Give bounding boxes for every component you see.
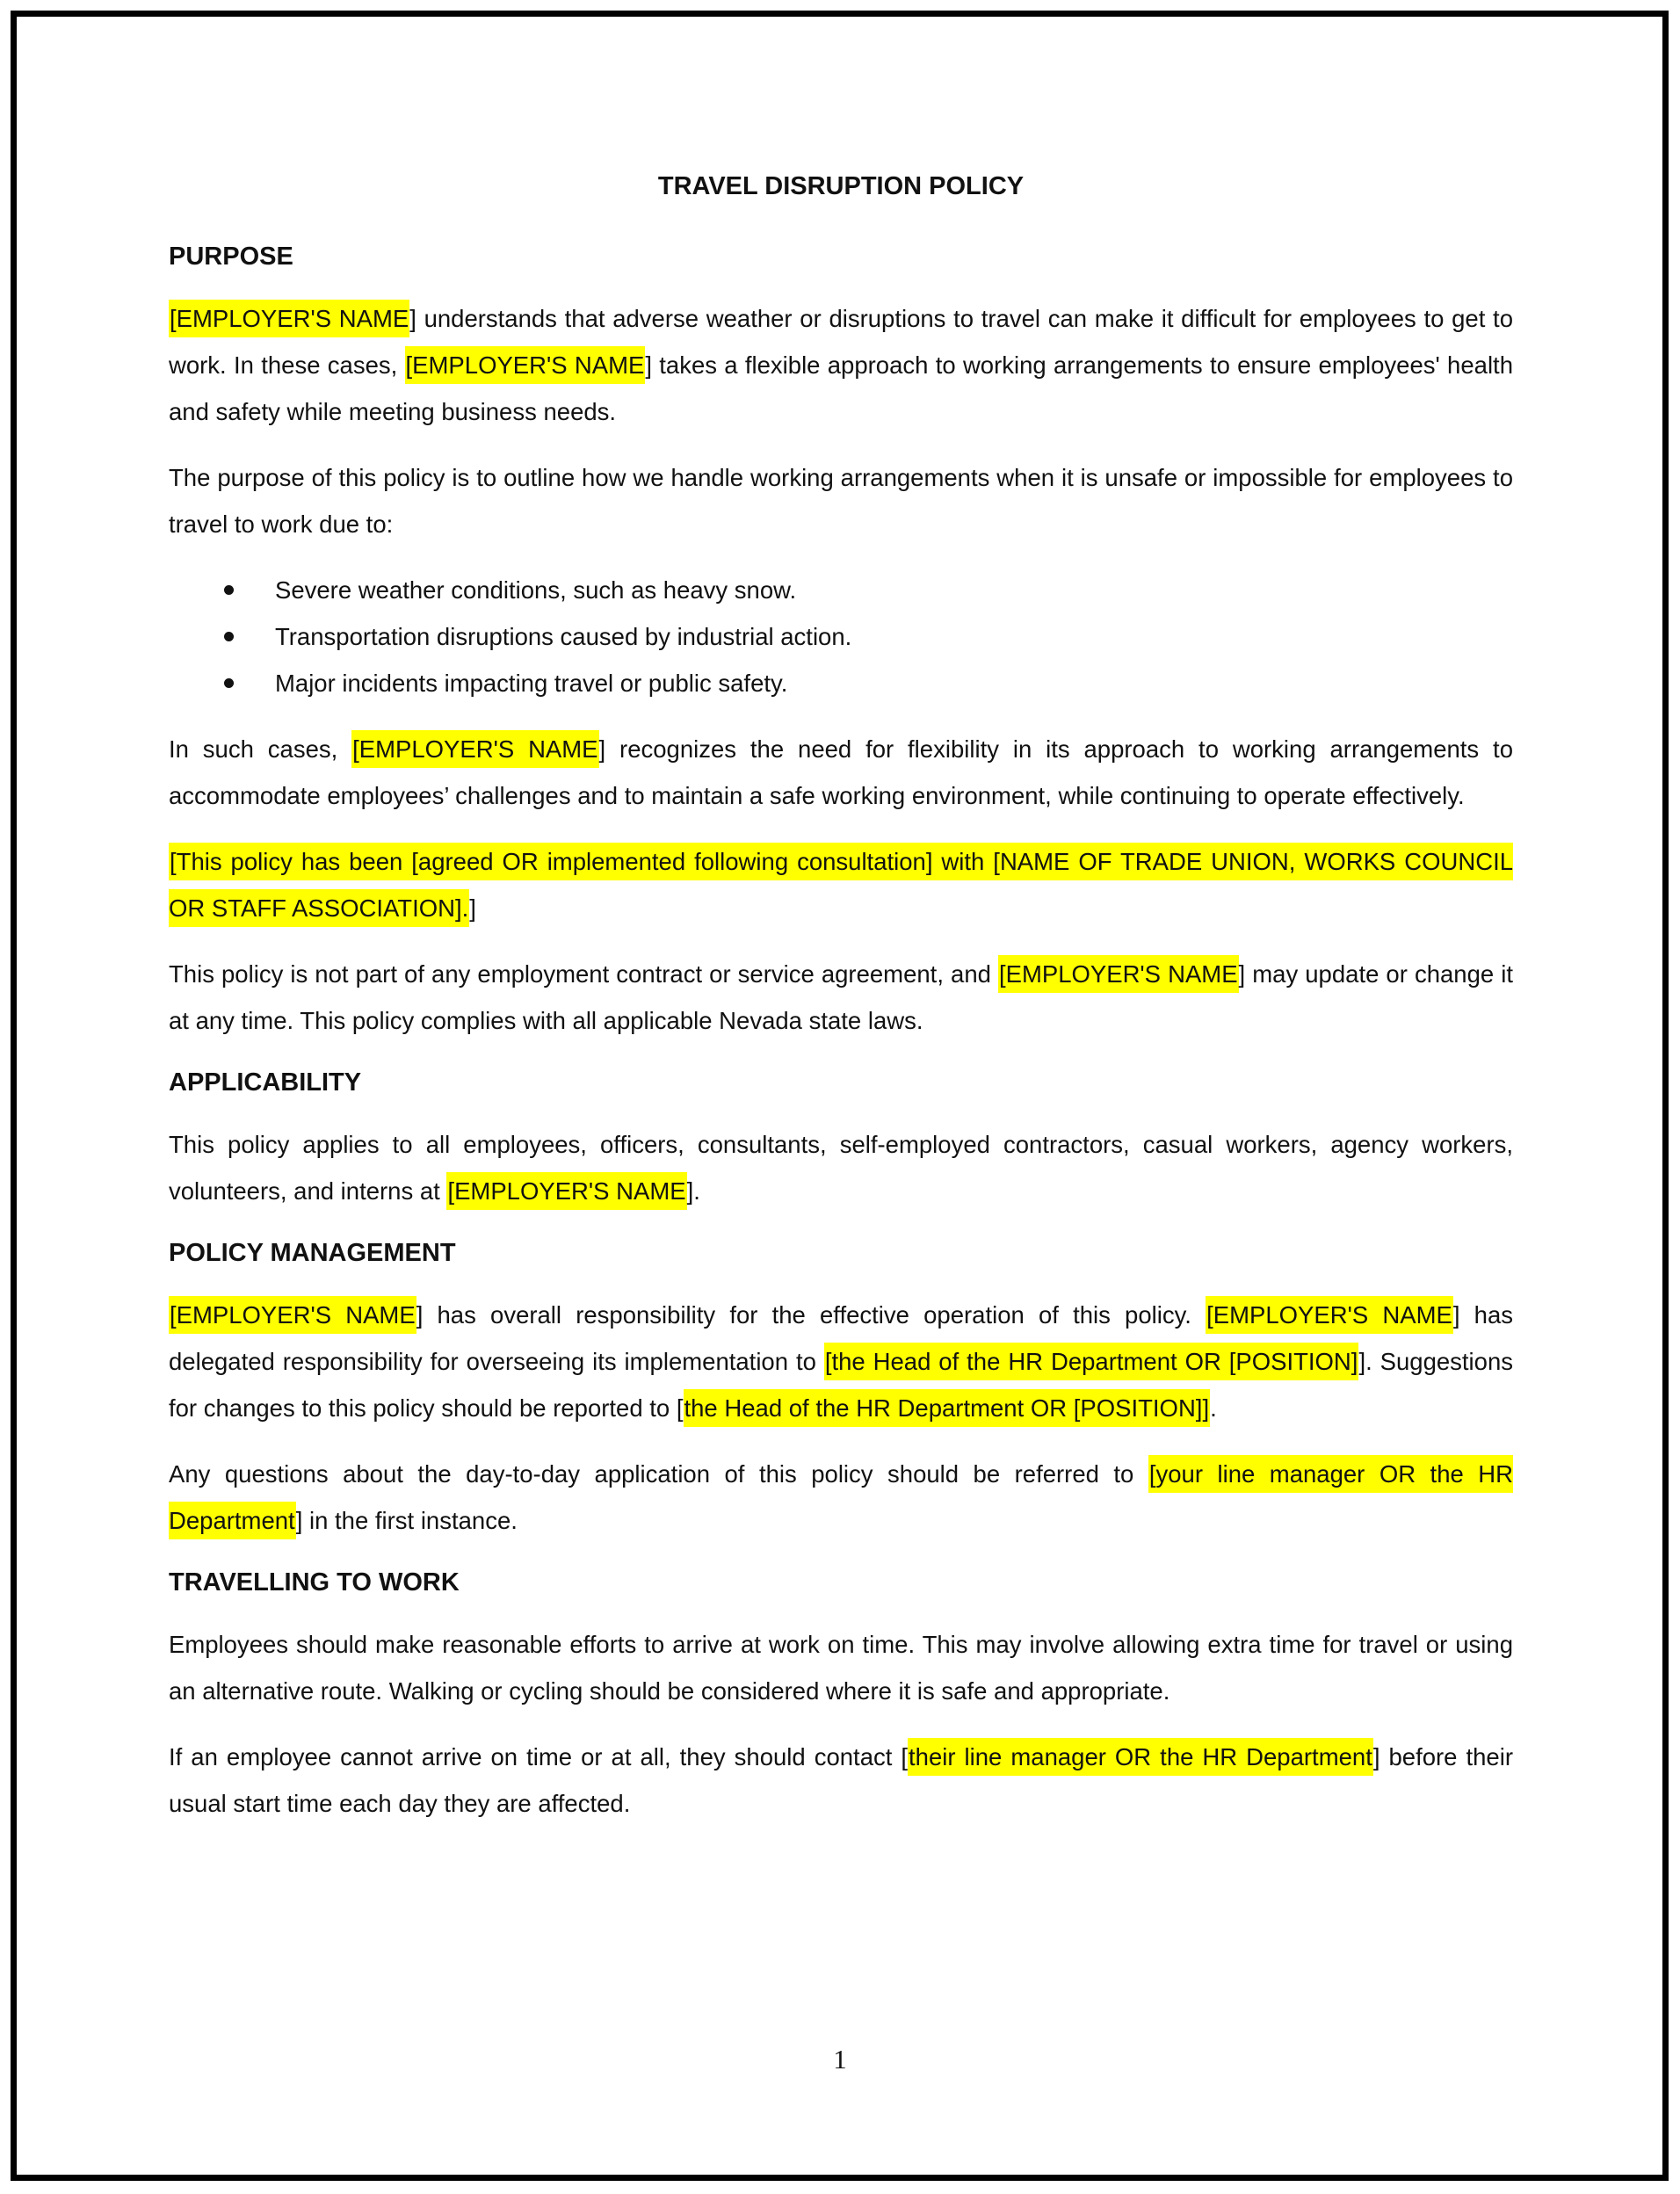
list-item: Major incidents impacting travel or public safety. [169,660,1513,706]
paragraph: [EMPLOYER'S NAME] has overall responsibility for the effective operation of this policy. [EMPLOYER'S NAME] has delegated responsibility for overseeing its implementation to [the Head of the HR Department OR [POSITION]]. Suggestions for changes to this policy should be reported to [the Head of the HR Department OR [POSITION]]. [169,1292,1513,1431]
paragraph: [EMPLOYER'S NAME] understands that adverse weather or disruptions to travel can make it difficult for employees to get to work. In these cases, [EMPLOYER'S NAME] takes a flexible approach to working arrangements to ensure employees' health and safety while meeting business needs. [169,295,1513,435]
bullet-icon [224,678,234,688]
section-heading: TRAVELLING TO WORK [169,1568,460,1597]
highlighted-placeholder: [the Head of the HR Department OR [POSITION] [824,1343,1359,1380]
bullet-list [169,567,1513,706]
paragraph: In such cases, [EMPLOYER'S NAME] recognizes the need for flexibility in its approach to working arrangements to accommodate employees’ challenges and to maintain a safe working environment, while continuing to operate effectively. [169,726,1513,819]
highlighted-placeholder: [EMPLOYER'S NAME [169,1296,416,1334]
paragraph: This policy applies to all employees, officers, consultants, self-employed contractors, casual workers, agency workers, volunteers, and interns at [EMPLOYER'S NAME]. [169,1121,1513,1214]
document-body [169,167,1513,1846]
highlighted-placeholder: [EMPLOYER'S NAME [998,955,1239,993]
bullet-icon [224,632,234,641]
highlighted-placeholder: [EMPLOYER'S NAME [351,730,598,768]
highlighted-placeholder: [EMPLOYER'S NAME [446,1172,686,1210]
paragraph: Any questions about the day-to-day application of this policy should be referred to [your line manager OR the HR Department] in the first instance. [169,1451,1513,1544]
page-number: 1 [833,2044,847,2075]
list-item: Transportation disruptions caused by industrial action. [169,613,1513,660]
paragraph: Employees should make reasonable efforts to arrive at work on time. This may involve allowing extra time for travel or using an alternative route. Walking or cycling should be considered where it is safe and appropriate. [169,1631,1513,1705]
paragraph: This policy is not part of any employment contract or service agreement, and [EMPLOYER'S NAME] may update or change it at any time. This policy complies with all applicable Nevada state laws. [169,951,1513,1044]
highlighted-placeholder: the Head of the HR Department OR [POSITION]] [684,1389,1211,1427]
list-item: Severe weather conditions, such as heavy snow. [169,567,1513,613]
paragraph: If an employee cannot arrive on time or at all, they should contact [their line manager OR the HR Department] before their usual start time each day they are affected. [169,1734,1513,1827]
highlighted-placeholder: their line manager OR the HR Department [908,1738,1373,1776]
highlighted-placeholder: [This policy has been [agreed OR implemented following consultation] with [NAME OF TRADE UNION, WORKS COUNCIL OR STAFF ASSOCIATION]. [169,843,1513,927]
section-heading: POLICY MANAGEMENT [169,1239,456,1267]
document-title: TRAVEL DISRUPTION POLICY [657,172,1025,200]
highlighted-placeholder: [EMPLOYER'S NAME [1206,1296,1453,1334]
highlighted-placeholder: [your line manager OR the HR Department [169,1455,1513,1539]
section-heading: PURPOSE [169,243,293,271]
highlighted-placeholder: [EMPLOYER'S NAME [405,346,646,384]
paragraph: The purpose of this policy is to outline how we handle working arrangements when it is unsafe or impossible for employees to travel to work due to: [169,464,1513,538]
paragraph: [This policy has been [agreed OR implemented following consultation] with [NAME OF TRADE UNION, WORKS COUNCIL OR STAFF ASSOCIATION].] [169,838,1513,931]
highlighted-placeholder: [EMPLOYER'S NAME [169,300,409,337]
section-heading: APPLICABILITY [169,1068,362,1097]
bullet-icon [224,585,234,595]
